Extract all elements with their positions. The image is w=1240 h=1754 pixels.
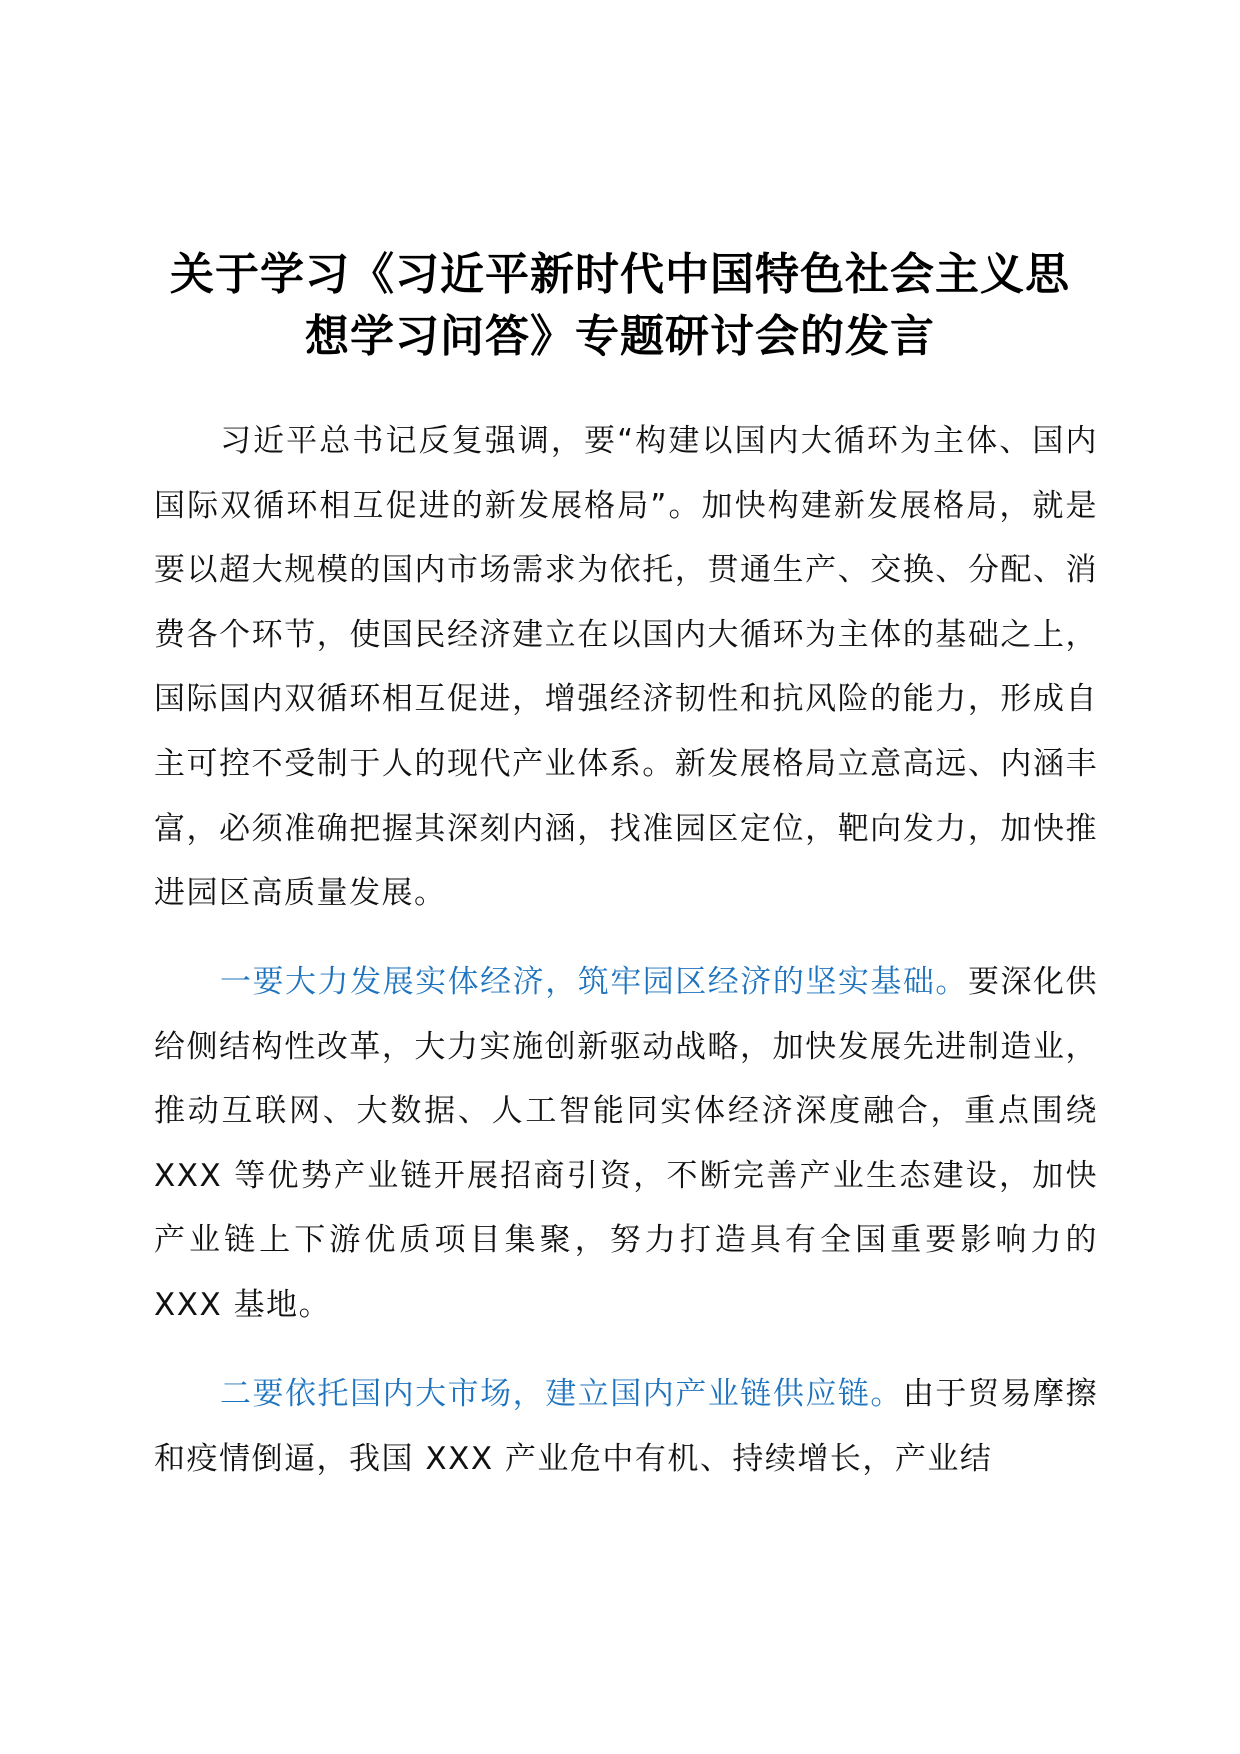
paragraph-text: 习近平总书记反复强调，要“构建以国内大循环为主体、国内国际双循环相互促进的新发展格局”。加快构建新发展格局，就是要以超大规模的国内市场需求为依托，贯通生产、交换、分配、消费各个环节，使国民经济建立在以国内大循环为主体的基础之上，国际国内双循环相互促进，增强经济韧性和抗风险的能力，形成自主可控不受制于人的现代产业体系。新发展格局立意高远、内涵丰富，必须准确把握其深刻内涵，找准园区定位，靶向发力，加快推进园区高质量发展。	[154, 423, 1098, 912]
paragraph-text: 由于贸易摩擦和疫情倒逼，我国 XXX 产业危中有机、持续增长，产业结	[154, 1376, 1099, 1477]
document-title	[140, 244, 1100, 368]
title-line-1: 关于学习《习近平新时代中国特色社会主义思	[170, 249, 1070, 300]
paragraph-lead: 一要大力发展实体经济，筑牢园区经济的坚实基础。	[220, 964, 968, 1000]
paragraph-point-2	[154, 1362, 1098, 1491]
paragraph-point-1	[154, 950, 1098, 1338]
paragraph-text: 要深化供给侧结构性改革，大力实施创新驱动战略，加快发展先进制造业，推动互联网、大数据、人工智能同实体经济深度融合，重点围绕 XXX 等优势产业链开展招商引资，不断完善产业生态建设，加快产业链上下游优质项目集聚，努力打造具有全国重要影响力的 XXX 基地。	[154, 964, 1099, 1323]
paragraph-lead: 二要依托国内大市场，建立国内产业链供应链。	[220, 1376, 903, 1412]
paragraph-intro	[154, 409, 1098, 926]
title-line-2: 想学习问答》专题研讨会的发言	[305, 311, 935, 362]
